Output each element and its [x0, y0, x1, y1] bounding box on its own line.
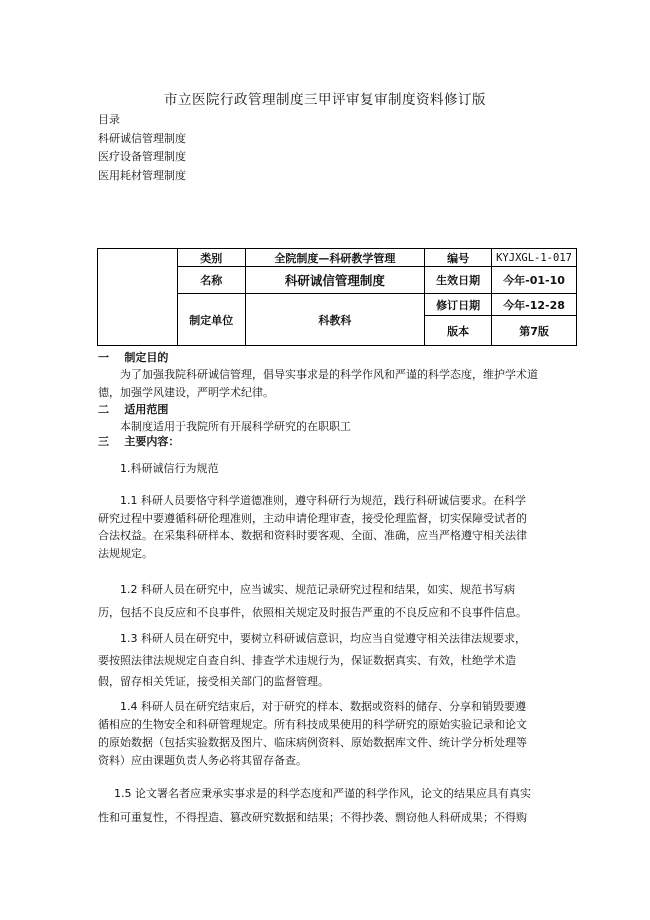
document-info-table: [97, 248, 577, 346]
number-value: KYJXGL-1-017: [492, 249, 577, 267]
text-line: 资料）应由课题负责人务必将其留存备查。: [98, 754, 307, 767]
version-value: 第7版: [492, 316, 577, 346]
clause-1-1: [98, 492, 560, 562]
text-line: 1.5 论文署名者应秉承实事求是的科学态度和严谨的科学作风，论文的结果应具有真实: [114, 787, 531, 800]
category-label: 类别: [177, 249, 245, 267]
unit-label: 制定单位: [177, 294, 245, 346]
toc-heading: 目录: [98, 113, 120, 126]
section-title: 制定目的: [124, 351, 169, 364]
section-title: 主要内容：: [124, 435, 180, 448]
revise-date-label: 修订日期: [425, 294, 492, 316]
text-line: 合法权益。在采集科研样本、数据和资料时要客观、全面、准确，应当严格遵守相关法律: [98, 529, 527, 542]
number-label: 编号: [425, 249, 492, 267]
text-line: 1.4 科研人员在研究结束后，对于研究的样本、数据或资料的储存、分享和销毁要遵: [120, 700, 526, 713]
effective-date-value: 今年-01-10: [492, 267, 577, 294]
text-line: 研究过程中要遵循科研伦理准则，主动申请伦理审查，接受伦理监督，切实保障受试者的: [98, 511, 527, 525]
version-label: 版本: [425, 316, 492, 346]
text-line: 性和可重复性，不得捏造、篡改研究数据和结果；不得抄袭、剽窃他人科研成果；不得购: [98, 811, 527, 824]
clause-1-5: [98, 782, 566, 830]
text-line: 1.1 科研人员要恪守科学道德准则，遵守科研行为规范，践行科研诚信要求。在科学: [120, 494, 526, 507]
section-number: 三: [98, 435, 109, 448]
toc-item: 科研诚信管理制度: [98, 131, 186, 145]
page-title: 市立医院行政管理制度三甲评审复审制度资料修订版: [164, 92, 486, 108]
text-line: 本制度适用于我院所有开展科学研究的在职职工: [120, 420, 351, 433]
unit-value: 科教科: [245, 294, 425, 346]
section-number: 一: [98, 351, 109, 364]
text-line: 循相应的生物安全和科研管理规定。所有科技成果使用的科学研究的原始实验记录和论文: [98, 718, 527, 731]
text-line: 1.3 科研人员在研究中，要树立科研诚信意识，均应当自觉遵守相关法律法规要求，: [120, 632, 526, 645]
section-heading: [98, 401, 168, 417]
toc-item: 医用耗材管理制度: [98, 168, 186, 182]
category-value: 全院制度—科研教学管理: [245, 249, 425, 267]
clause-1-3: [98, 628, 560, 693]
text-line: 为了加强我院科研诚信管理，倡导实事求是的科学作风和严谨的科学态度，维护学术道: [120, 368, 538, 381]
blank-logo-cell: [98, 249, 178, 346]
scope-paragraph: [98, 418, 560, 434]
text-line: 法规规定。: [98, 546, 153, 560]
section-heading: [98, 433, 179, 449]
name-label: 名称: [177, 267, 245, 294]
section-title: 适用范围: [124, 403, 169, 416]
effective-date-label: 生效日期: [425, 267, 492, 294]
name-value: 科研诚信管理制度: [245, 267, 425, 294]
text-line: 的原始数据（包括实验数据及图片、临床病例资料、原始数据库文件、统计学分析处理等: [98, 736, 527, 749]
revise-date-value: 今年-12-28: [492, 294, 577, 316]
text-line: 历，包括不良反应和不良事件，依照相关规定及时报告严重的不良反应和不良事件信息。: [98, 606, 527, 619]
section-number: 二: [98, 403, 109, 416]
subsection-heading: 1.科研诚信行为规范: [120, 462, 219, 475]
clause-1-4: [98, 698, 560, 770]
text-line: 要按照法律法规规定自查自纠、排查学术违规行为，保证数据真实、有效，杜绝学术造: [98, 653, 516, 667]
text-line: 假，留存相关凭证，接受相关部门的监督管理。: [98, 675, 329, 688]
table-of-contents: [98, 111, 186, 185]
toc-item: 医疗设备管理制度: [98, 150, 186, 163]
text-line: 德，加强学风建设，严明学术纪律。: [98, 386, 274, 399]
clause-1-2: [98, 578, 560, 624]
purpose-paragraph: [98, 366, 560, 402]
section-heading: [98, 349, 168, 365]
text-line: 1.2 科研人员在研究中，应当诚实、规范记录研究过程和结果，如实、规范书写病: [120, 583, 515, 596]
